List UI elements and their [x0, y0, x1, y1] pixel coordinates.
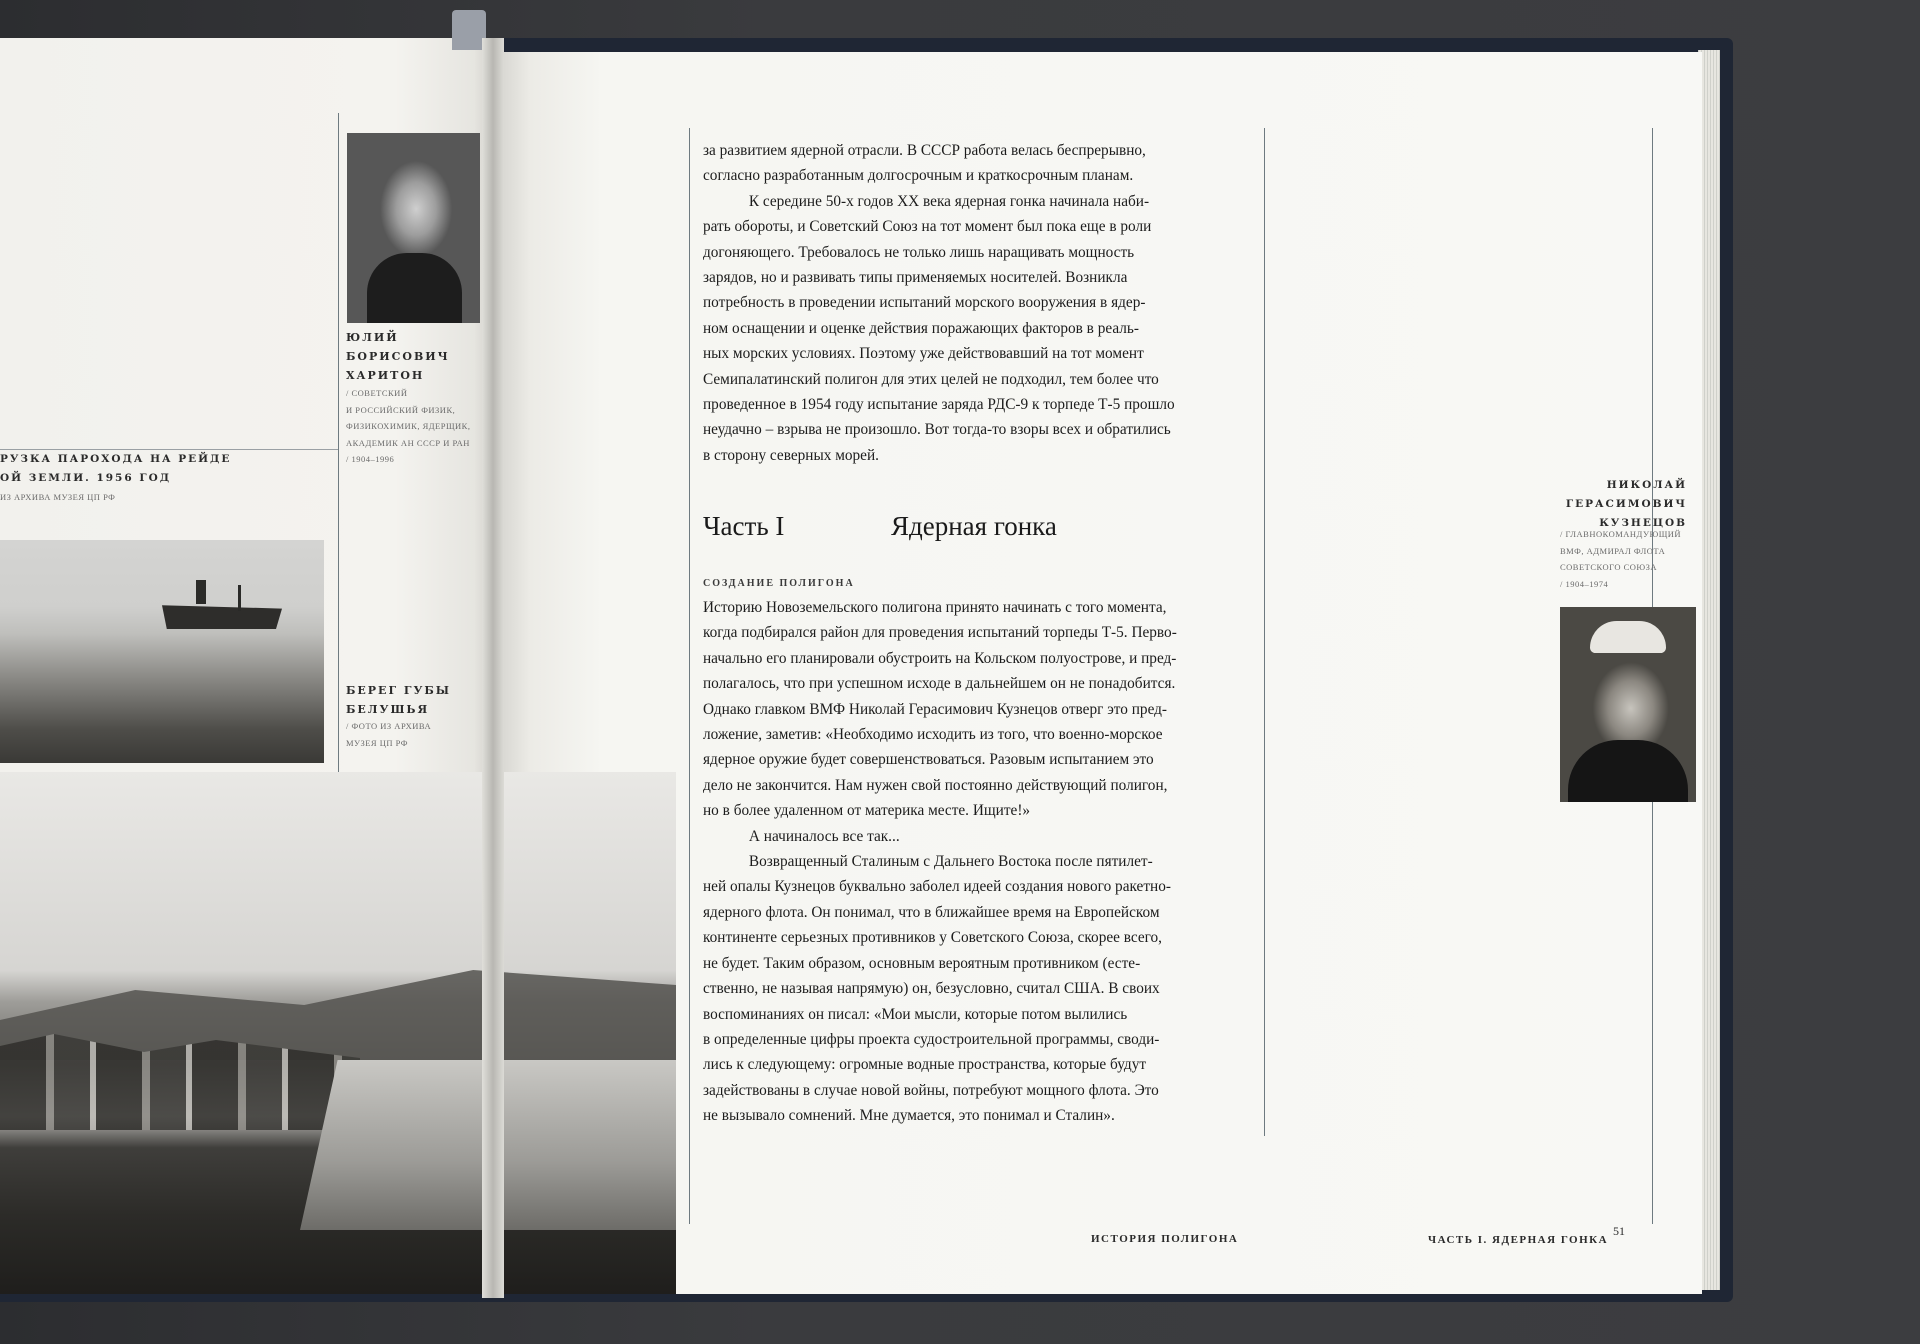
running-footer-chapter: ЧАСТЬ I. ЯДЕРНАЯ ГОНКА — [1428, 1234, 1609, 1246]
book-gutter — [482, 38, 504, 1298]
kuznetsov-description: / ГЛАВНОКОМАНДУЮЩИЙ ВМФ, АДМИРАЛ ФЛОТА СОВЕТСКОГО СОЮЗА / 1904–1974 — [1560, 529, 1682, 589]
section-kicker: СОЗДАНИЕ ПОЛИГОНА — [703, 578, 855, 589]
left-vertical-rule — [338, 113, 339, 778]
belushya-caption-title: БЕРЕГ ГУБЫ БЕЛУШЬЯ — [346, 684, 452, 716]
bookmark-ribbon — [452, 10, 486, 50]
portrait-photo-kuznetsov — [1560, 607, 1696, 802]
belushya-caption-credit: / ФОТО ИЗ АРХИВА МУЗЕЯ ЦП РФ — [346, 721, 432, 748]
ship-photo — [0, 540, 324, 763]
chapter-part-label: Часть I — [703, 511, 785, 541]
ship-mast — [238, 585, 241, 611]
kuznetsov-name: НИКОЛАЙ ГЕРАСИМОВИЧ КУЗНЕЦОВ — [1565, 479, 1687, 529]
chapter-title: Ядерная гонка — [891, 511, 1057, 541]
body-paragraph-main: Историю Новоземельского полигона принято начинать с того момента, когда подбирался район для проведения испытаний торпеды Т-5. Перво- начально его планировали обустроить на Кольском полуострове, и пред- полагалось, что при успешном исходе в дальнейшем он не понадобится. Однако главком ВМФ Николай Герасимович Кузнецов отверг это пред- ложение, заметив: «Необходимо исходить из того, что военно-морское ядерное оружие будет совершенствоваться. Разовым испытанием это дело не закончится. Нам нужен свой постоянно действующий полигон, но в более удаленном от материка месте. Ищите!» А начиналось все так... Возвращенный Сталиным с Дальнего Востока после пятилет- ней опалы Кузнецов буквально заболел идеей создания нового ракетно- ядерного флота. Он понимал, что в ближайшее время на Европейском континенте серьезных противников у Советского Союза, скорее всего, не будет. Таким образом, основным вероятным противником (есте- ственно, не называя напрямую) он, безусловно, считал США. В своих воспоминаниях он писал: «Мои мысли, которые потом вылились в определенные цифры проекта судостроительной программы, своди- лись к следующему: огромные водные пространства, которые будут задействованы в случае новой войны, потребуют мощного флота. Это не вызывало сомнений. Мне думается, это понимал и Сталин». — [703, 599, 1177, 1125]
ship-caption-credit: ИЗ АРХИВА МУЗЕЯ ЦП РФ — [0, 492, 116, 502]
text-column-rule-right — [1264, 128, 1265, 1136]
running-footer-book-title: ИСТОРИЯ ПОЛИГОНА — [1091, 1233, 1239, 1245]
page-number: 51 — [1613, 1224, 1625, 1238]
ship-funnel — [196, 580, 206, 604]
khariton-description: / СОВЕТСКИЙ И РОССИЙСКИЙ ФИЗИК, ФИЗИКОХИМИК, ЯДЕРЩИК, АКАДЕМИК АН СССР И РАН / 1904–1996 — [346, 388, 471, 464]
ship-caption-title: РУЗКА ПАРОХОДА НА РЕЙДЕ ОЙ ЗЕМЛИ. 1956 ГОД — [0, 453, 232, 484]
text-column-rule-left — [689, 128, 690, 1224]
khariton-name: ЮЛИЙ БОРИСОВИЧ ХАРИТОН — [346, 331, 450, 382]
portrait-photo-khariton — [347, 133, 480, 323]
body-paragraph-top: за развитием ядерной отрасли. В СССР работа велась беспрерывно, согласно разработанным долгосрочным и краткосрочным планам. К середине 50-х годов XX века ядерная гонка начинала наби- рать обороты, и Советский Союз на тот момент был пока еще в роли догоняющего. Требовалось не только лишь наращивать мощность зарядов, но и развивать типы применяемых носителей. Возникла потребность в проведении испытаний морского вооружения в ядер- ном оснащении и оценке действия поражающих факторов в реаль- ных морских условиях. Поэтому уже действовавший на тот момент Семипалатинский полигон для этих целей не подходил, тем более что проведенное в 1954 году испытание заряда РДС-9 к торпеде Т-5 прошло неудачно – взрыва не произошло. Вот тогда-то взоры всех и обратились в сторону северных морей. — [703, 142, 1175, 464]
